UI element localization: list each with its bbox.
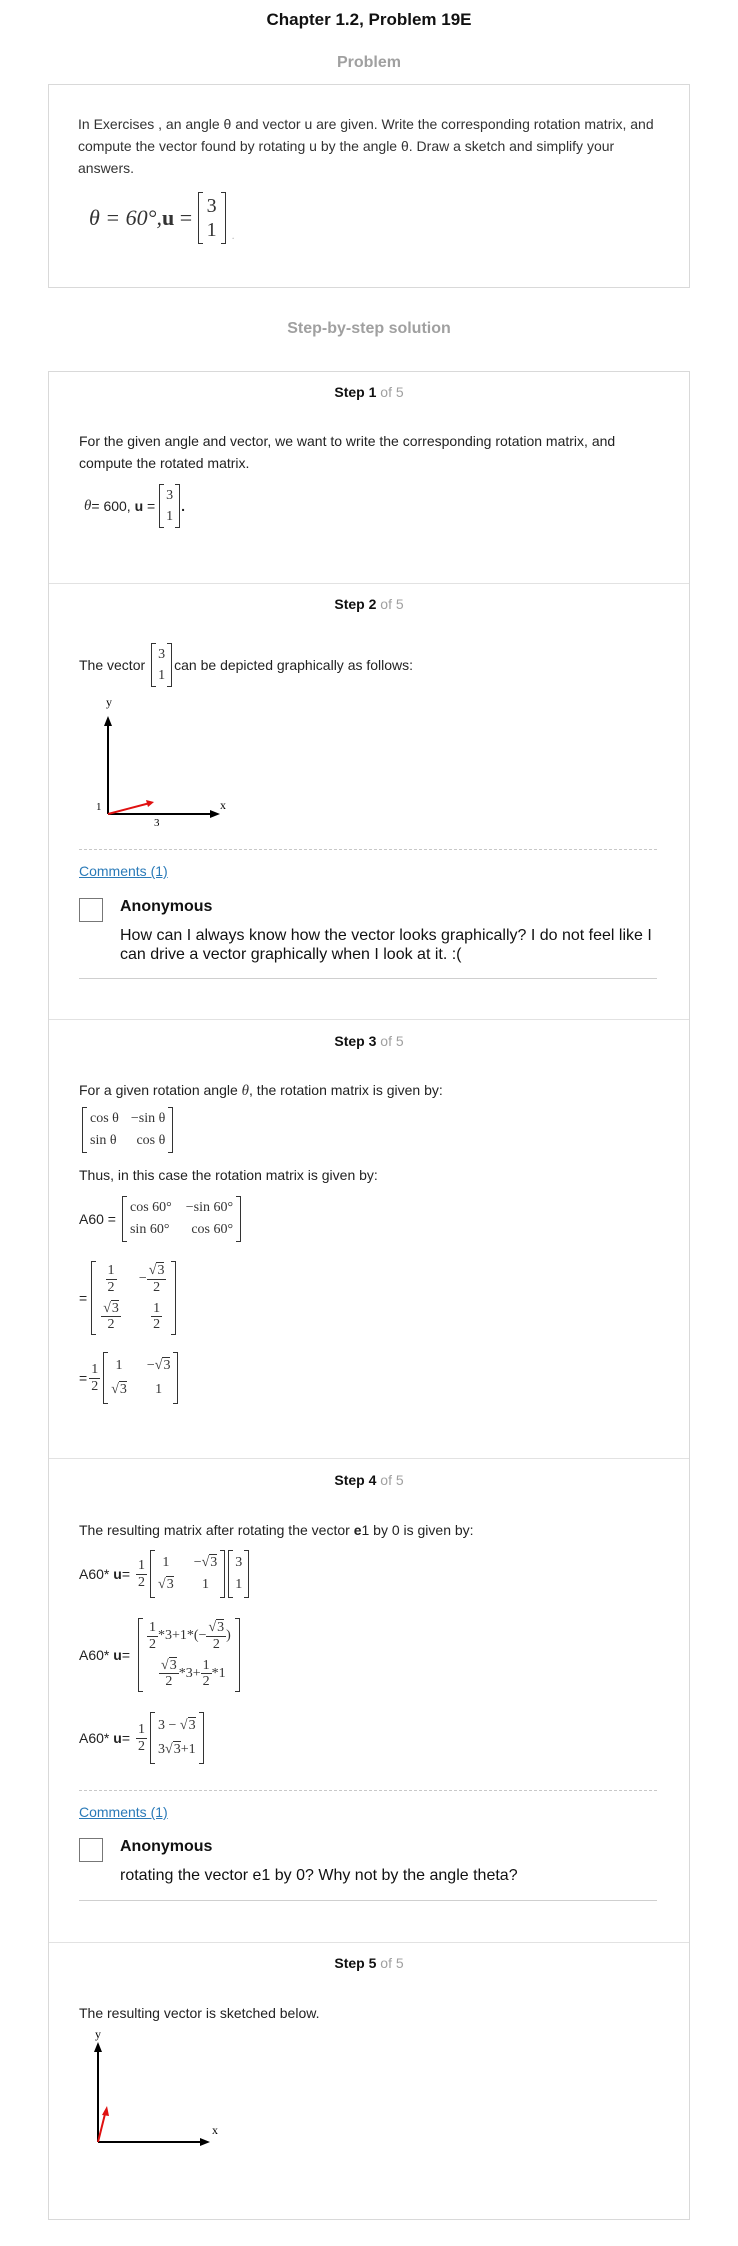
vector-arrow: [108, 803, 150, 814]
matrix-entry: −√3: [146, 1358, 171, 1373]
intro-text: , the rotation matrix is given by:: [249, 1082, 443, 1098]
step-4-header: [48, 1472, 690, 1488]
a60-matrix: [122, 1196, 241, 1242]
step-total: of 5: [380, 1472, 404, 1488]
y-label: y: [95, 2027, 101, 2041]
step-divider: [49, 583, 689, 584]
step-2-graph: [88, 690, 238, 830]
matrix-entry: √3: [158, 1577, 174, 1592]
step-2-header: [48, 596, 690, 612]
step-word: Step: [334, 1472, 365, 1488]
general-rotation-matrix: [82, 1107, 173, 1153]
a60-fraction-form: [79, 1250, 176, 1346]
y-label: y: [106, 695, 112, 709]
step-number: 4: [368, 1472, 377, 1488]
factored-matrix: [150, 1550, 225, 1598]
vector-entry: 3: [166, 488, 174, 503]
u-symbol: u: [134, 498, 144, 514]
equals-sign: =: [121, 1730, 130, 1746]
matrix-entry: cos 60°: [129, 1200, 172, 1215]
comment-checkbox[interactable]: [79, 1838, 103, 1862]
comment-author: Anonymous: [120, 898, 213, 915]
matrix-entry: −sin θ: [130, 1111, 166, 1126]
product-expression: [79, 1548, 249, 1600]
y-axis-arrow-icon: [104, 716, 112, 726]
step-3-intro: [79, 1079, 443, 1102]
u-vector: [228, 1550, 249, 1598]
step-number: 2: [368, 596, 377, 612]
expanded-vector: [138, 1618, 240, 1692]
period: .: [181, 498, 185, 514]
theta-symbol: θ: [241, 1083, 250, 1099]
step-1-header: [48, 384, 690, 400]
x-label: x: [220, 798, 226, 812]
a60-label: A60*: [79, 1730, 114, 1746]
x-axis-arrow-icon: [200, 2138, 210, 2146]
matrix-entry: −sin 60°: [185, 1200, 234, 1215]
y-tick-label: 1: [96, 801, 102, 813]
vector-arrowhead-icon: [102, 2106, 109, 2116]
x-tick-label: 3: [154, 817, 160, 829]
step-number: 1: [368, 384, 377, 400]
comment-text: How can I always know how the vector looks graphically? I do not feel like I can drive a vector graphically when I look at it. :(: [120, 927, 652, 963]
comments-link[interactable]: Comments (1): [79, 1804, 168, 1820]
vector-entry: 3: [158, 647, 166, 662]
intro-text: can be depicted graphically as follows:: [174, 657, 414, 673]
half-factor: $\frac{1}{2}$: [91, 1362, 99, 1394]
intro-text: For a given rotation angle: [79, 1082, 242, 1098]
comment-divider: [79, 1900, 657, 1901]
half-factor: $\frac{1}{2}$: [138, 1558, 145, 1590]
y-axis-arrow-icon: [94, 2042, 102, 2052]
step-divider: [49, 1458, 689, 1459]
problem-equation: [89, 193, 235, 243]
result-entry: 3√3+1: [158, 1742, 196, 1757]
problem-heading: Problem: [336, 54, 401, 71]
a60-fraction-matrix: [91, 1261, 176, 1335]
equals-sign: =: [174, 205, 198, 230]
step-5-header: [48, 1955, 690, 1971]
step-2-intro: [79, 642, 413, 688]
equals-sign: =: [121, 1647, 130, 1663]
expanded-expression: [79, 1608, 240, 1702]
step-1-text: For the given angle and vector, we want to write the corresponding rotation matrix, and compute the rotated matrix.: [79, 433, 616, 471]
matrix-entry: 1: [201, 1577, 209, 1592]
step-1-vector: [159, 484, 180, 528]
step-total: of 5: [380, 1033, 404, 1049]
expanded-row-2: $\frac{√3}{2}$ *3+ $\frac{1}{2}$ *1: [161, 1658, 226, 1690]
intro-text: The resulting matrix after rotating the vector: [79, 1522, 354, 1538]
step-3-header: [48, 1033, 690, 1049]
vector-entry: 3: [206, 195, 217, 217]
u-symbol: u: [113, 1730, 122, 1746]
solution-heading: Step-by-step solution: [287, 320, 451, 337]
step-4-intro: [79, 1519, 474, 1541]
u-symbol: u: [113, 1647, 122, 1663]
step-number: 5: [368, 1955, 377, 1971]
step-number: 3: [368, 1033, 377, 1049]
matrix-entry: 1: [162, 1555, 170, 1570]
comments-separator: [79, 849, 657, 850]
matrix-entry: $\frac{1}{2}$: [153, 1301, 161, 1333]
comment-text: rotating the vector e1 by 0? Why not by the angle theta?: [120, 1867, 518, 1884]
trailing-dot: .: [231, 228, 235, 242]
x-axis-arrow-icon: [210, 810, 220, 818]
matrix-entry: −√3: [193, 1555, 218, 1570]
a60-factored-form: [79, 1350, 178, 1406]
problem-card: [48, 84, 690, 288]
vector-arrowhead-icon: [146, 800, 154, 807]
comments-link[interactable]: Comments (1): [79, 863, 168, 879]
matrix-entry: $\frac{√3}{2}$: [103, 1301, 119, 1333]
step-divider: [49, 1019, 689, 1020]
a60-label: A60*: [79, 1566, 114, 1582]
e1-index: 1: [361, 1522, 370, 1538]
vector-entry: 1: [166, 509, 174, 524]
vector-entry: 1: [235, 1577, 243, 1592]
problem-text: In Exercises , an angle θ and vector u are given. Write the corresponding rotation matrix, and compute the vector found by rotating u by the angle θ. Draw a sketch and simplify your answers.: [78, 116, 654, 176]
simplified-expression: [79, 1710, 204, 1766]
u-symbol: u: [113, 1566, 122, 1582]
vector-entry: 3: [235, 1555, 243, 1570]
matrix-entry: sin 60°: [129, 1222, 170, 1237]
step-word: Step: [334, 596, 365, 612]
comments-separator: [79, 1790, 657, 1791]
matrix-entry: 1: [155, 1382, 163, 1397]
result-entry: 3 − √3: [158, 1718, 196, 1733]
comment-checkbox[interactable]: [79, 898, 103, 922]
page-title: Chapter 1.2, Problem 19E: [266, 10, 472, 29]
vector-entry: 1: [206, 219, 217, 241]
matrix-entry: cos θ: [90, 1111, 119, 1126]
comment-author: Anonymous: [120, 1838, 213, 1855]
theta-equation: θ = 60°,: [89, 205, 162, 230]
matrix-entry: $\frac{1}{2}$: [107, 1263, 115, 1295]
theta-symbol: θ: [84, 497, 92, 514]
step-total: of 5: [380, 1955, 404, 1971]
matrix-entry: sin θ: [90, 1133, 117, 1148]
factored-matrix: [103, 1352, 178, 1404]
step-divider: [49, 1942, 689, 1943]
a60-definition: [79, 1193, 241, 1245]
step-3-thus-text: Thus, in this case the rotation matrix is given by:: [79, 1167, 378, 1183]
step-word: Step: [334, 1033, 365, 1049]
e1-symbol: e: [353, 1522, 362, 1538]
step-total: of 5: [380, 384, 404, 400]
half-factor: $\frac{1}{2}$: [138, 1722, 145, 1754]
theta-value: = 600,: [91, 498, 135, 514]
matrix-entry: cos θ: [136, 1133, 166, 1148]
matrix-entry: cos 60°: [191, 1222, 234, 1237]
step-5-text: The resulting vector is sketched below.: [79, 2005, 320, 2021]
comment-divider: [79, 978, 657, 979]
equals-sign: =: [121, 1566, 130, 1582]
step-word: Step: [334, 384, 365, 400]
step-5-graph: [84, 2026, 234, 2146]
intro-text: The vector: [79, 657, 146, 673]
u-symbol: u: [161, 205, 175, 230]
matrix-entry: − $\frac{√3}{2}$: [138, 1263, 165, 1295]
result-vector: [150, 1712, 204, 1764]
step-1-equation: [84, 484, 185, 528]
intro-text: by 0 is given by:: [369, 1522, 474, 1538]
matrix-entry: 1: [115, 1358, 123, 1373]
vector-entry: 1: [158, 668, 166, 683]
equals-sign: =: [79, 1370, 88, 1386]
expanded-row-1: $\frac{1}{2}$ *3+1*( − $\frac{√3}{2}$ ): [149, 1620, 231, 1652]
step-2-vector: [151, 643, 172, 687]
equals-sign: =: [143, 498, 160, 514]
a60-label: A60*: [79, 1647, 114, 1663]
problem-vector: [198, 192, 226, 244]
equals-sign: =: [79, 1290, 88, 1306]
matrix-entry: √3: [111, 1382, 127, 1397]
x-label: x: [212, 2123, 218, 2137]
step-word: Step: [334, 1955, 365, 1971]
step-total: of 5: [380, 596, 404, 612]
a60-label: A60 =: [79, 1211, 116, 1227]
